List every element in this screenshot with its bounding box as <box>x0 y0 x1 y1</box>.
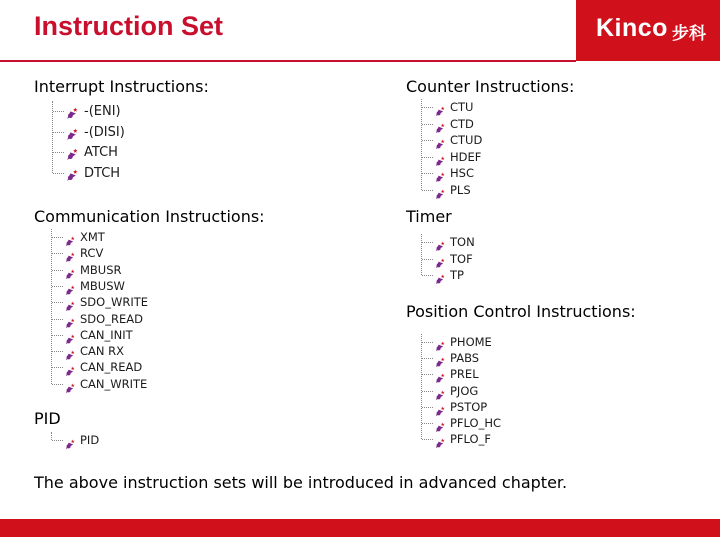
tree-item <box>51 262 191 278</box>
tree-item <box>51 229 191 245</box>
instruction-icon <box>434 353 445 364</box>
bottom-bar <box>0 519 720 537</box>
tree-item <box>52 101 192 122</box>
tree-item-label: TOF <box>450 251 473 266</box>
tree-item <box>52 142 192 163</box>
instruction-icon <box>64 297 75 308</box>
tree-branch <box>422 439 433 440</box>
tree-item <box>421 383 561 399</box>
tree-branch <box>52 335 63 336</box>
tree-branch <box>52 286 63 287</box>
tree-item <box>51 245 191 261</box>
instruction-icon <box>64 248 75 259</box>
tree-branch <box>422 190 433 191</box>
instruction-icon <box>434 152 445 163</box>
tree-item <box>51 311 191 327</box>
tree-branch <box>52 253 63 254</box>
tree-item-label: PLS <box>450 182 471 197</box>
tree-item-label: RCV <box>80 246 104 261</box>
tree-item-label: CTUD <box>450 133 483 147</box>
tree-item <box>51 278 191 294</box>
tree-item-label: SDO_READ <box>80 311 143 326</box>
tree-branch <box>422 358 433 359</box>
tree-branch <box>422 140 433 141</box>
tree-item <box>52 163 192 184</box>
tree-branch <box>52 302 63 303</box>
tree-branch <box>52 351 63 352</box>
tree-branch <box>52 440 63 441</box>
counter-heading: Counter Instructions: <box>406 77 575 96</box>
instruction-icon <box>65 126 78 139</box>
tree-branch <box>422 259 433 260</box>
tree-item-label: XMT <box>80 230 105 244</box>
tree-item-label: ATCH <box>84 145 118 160</box>
tree-item <box>421 267 561 283</box>
pid-heading: PID <box>34 409 61 428</box>
tree-item <box>51 294 191 310</box>
timer-heading: Timer <box>406 207 452 226</box>
instruction-icon <box>434 119 445 130</box>
tree-item-label: PFLO_F <box>450 432 491 447</box>
instruction-icon <box>434 135 445 146</box>
instruction-icon <box>64 265 75 276</box>
tree-item-label: PID <box>80 433 100 447</box>
tree-item <box>421 350 561 366</box>
tree-branch <box>422 374 433 375</box>
tree-item-label: PHOME <box>450 335 492 349</box>
position-heading: Position Control Instructions: <box>406 302 636 321</box>
logo-cn-text: 步科 <box>672 24 706 44</box>
tree-item-label: CAN_READ <box>80 360 143 375</box>
instruction-icon <box>434 418 445 429</box>
tree-item-label: MBUSW <box>80 278 125 293</box>
tree-branch <box>422 157 433 158</box>
tree-item-label: TP <box>450 268 464 282</box>
tree-item <box>51 432 191 448</box>
instruction-icon <box>434 386 445 397</box>
tree-branch <box>52 384 63 385</box>
tree-item <box>421 165 561 181</box>
tree-branch <box>53 152 64 153</box>
tree-item <box>421 99 561 115</box>
tree-item-label: CAN RX <box>80 344 125 359</box>
instruction-icon <box>64 330 75 341</box>
tree-branch <box>52 237 63 238</box>
tree-item-label: CTU <box>450 100 474 114</box>
tree-item <box>51 376 191 392</box>
instruction-icon <box>65 146 78 159</box>
header-rule <box>0 60 576 62</box>
tree-branch <box>422 423 433 424</box>
tree-item <box>421 149 561 165</box>
tree-branch <box>52 270 63 271</box>
instruction-icon <box>434 102 445 113</box>
tree-branch <box>422 173 433 174</box>
footer-text: The above instruction sets will be introduced in advanced chapter. <box>34 473 568 492</box>
tree-item-label: DTCH <box>84 165 121 181</box>
tree-item <box>421 234 561 250</box>
interrupt-heading: Interrupt Instructions: <box>34 77 209 96</box>
tree-item-label: HDEF <box>450 149 482 164</box>
tree-item-label: PREL <box>450 367 479 382</box>
instruction-icon <box>65 105 78 118</box>
tree-item-label: SDO_WRITE <box>80 295 149 310</box>
instruction-icon <box>434 237 445 248</box>
tree-branch <box>422 124 433 125</box>
tree-item <box>421 132 561 148</box>
tree-branch <box>53 173 64 174</box>
tree-item-label: PFLO_HC <box>450 416 502 430</box>
kinco-logo <box>576 0 720 61</box>
logo-text: Kinco <box>596 14 668 42</box>
tree-branch <box>52 319 63 320</box>
tree-item <box>51 327 191 343</box>
tree-item <box>421 431 561 447</box>
instruction-icon <box>434 168 445 179</box>
tree-item-label: MBUSR <box>80 262 122 277</box>
tree-item-label: CTD <box>450 116 474 131</box>
tree-branch <box>422 275 433 276</box>
tree-item <box>421 399 561 415</box>
instruction-icon <box>64 379 75 390</box>
tree-item-label: PABS <box>450 351 480 366</box>
tree-item-label: TON <box>450 235 475 249</box>
tree-item <box>421 251 561 267</box>
instruction-icon <box>64 435 75 446</box>
instruction-icon <box>64 314 75 325</box>
instruction-icon <box>434 185 445 196</box>
tree-item-label: -(DISI) <box>84 124 125 140</box>
tree-item-label: PSTOP <box>450 399 488 414</box>
instruction-icon <box>434 369 445 380</box>
tree-branch <box>53 132 64 133</box>
instruction-icon <box>434 254 445 265</box>
instruction-icon <box>65 167 78 180</box>
tree-branch <box>53 111 64 112</box>
page-title: Instruction Set <box>34 11 224 41</box>
tree-branch <box>422 242 433 243</box>
instruction-icon <box>434 434 445 445</box>
instruction-icon <box>434 402 445 413</box>
instruction-icon <box>64 346 75 357</box>
tree-item-label: CAN_INIT <box>80 327 133 342</box>
tree-item-label: PJOG <box>450 383 479 398</box>
communication-heading: Communication Instructions: <box>34 207 265 226</box>
tree-item <box>421 116 561 132</box>
tree-item <box>421 182 561 198</box>
tree-branch <box>422 391 433 392</box>
tree-branch <box>422 342 433 343</box>
tree-item <box>51 359 191 375</box>
tree-item <box>421 415 561 431</box>
tree-item-label: -(ENI) <box>84 104 121 119</box>
instruction-icon <box>64 232 75 243</box>
tree-item-label: HSC <box>450 166 474 180</box>
tree-item <box>52 122 192 143</box>
instruction-icon <box>64 281 75 292</box>
tree-branch <box>52 367 63 368</box>
instruction-icon <box>434 337 445 348</box>
tree-branch <box>422 107 433 108</box>
instruction-icon <box>434 270 445 281</box>
tree-item <box>421 366 561 382</box>
tree-item-label: CAN_WRITE <box>80 376 148 391</box>
instruction-icon <box>64 362 75 373</box>
tree-item <box>421 334 561 350</box>
tree-item <box>51 343 191 359</box>
tree-branch <box>422 407 433 408</box>
